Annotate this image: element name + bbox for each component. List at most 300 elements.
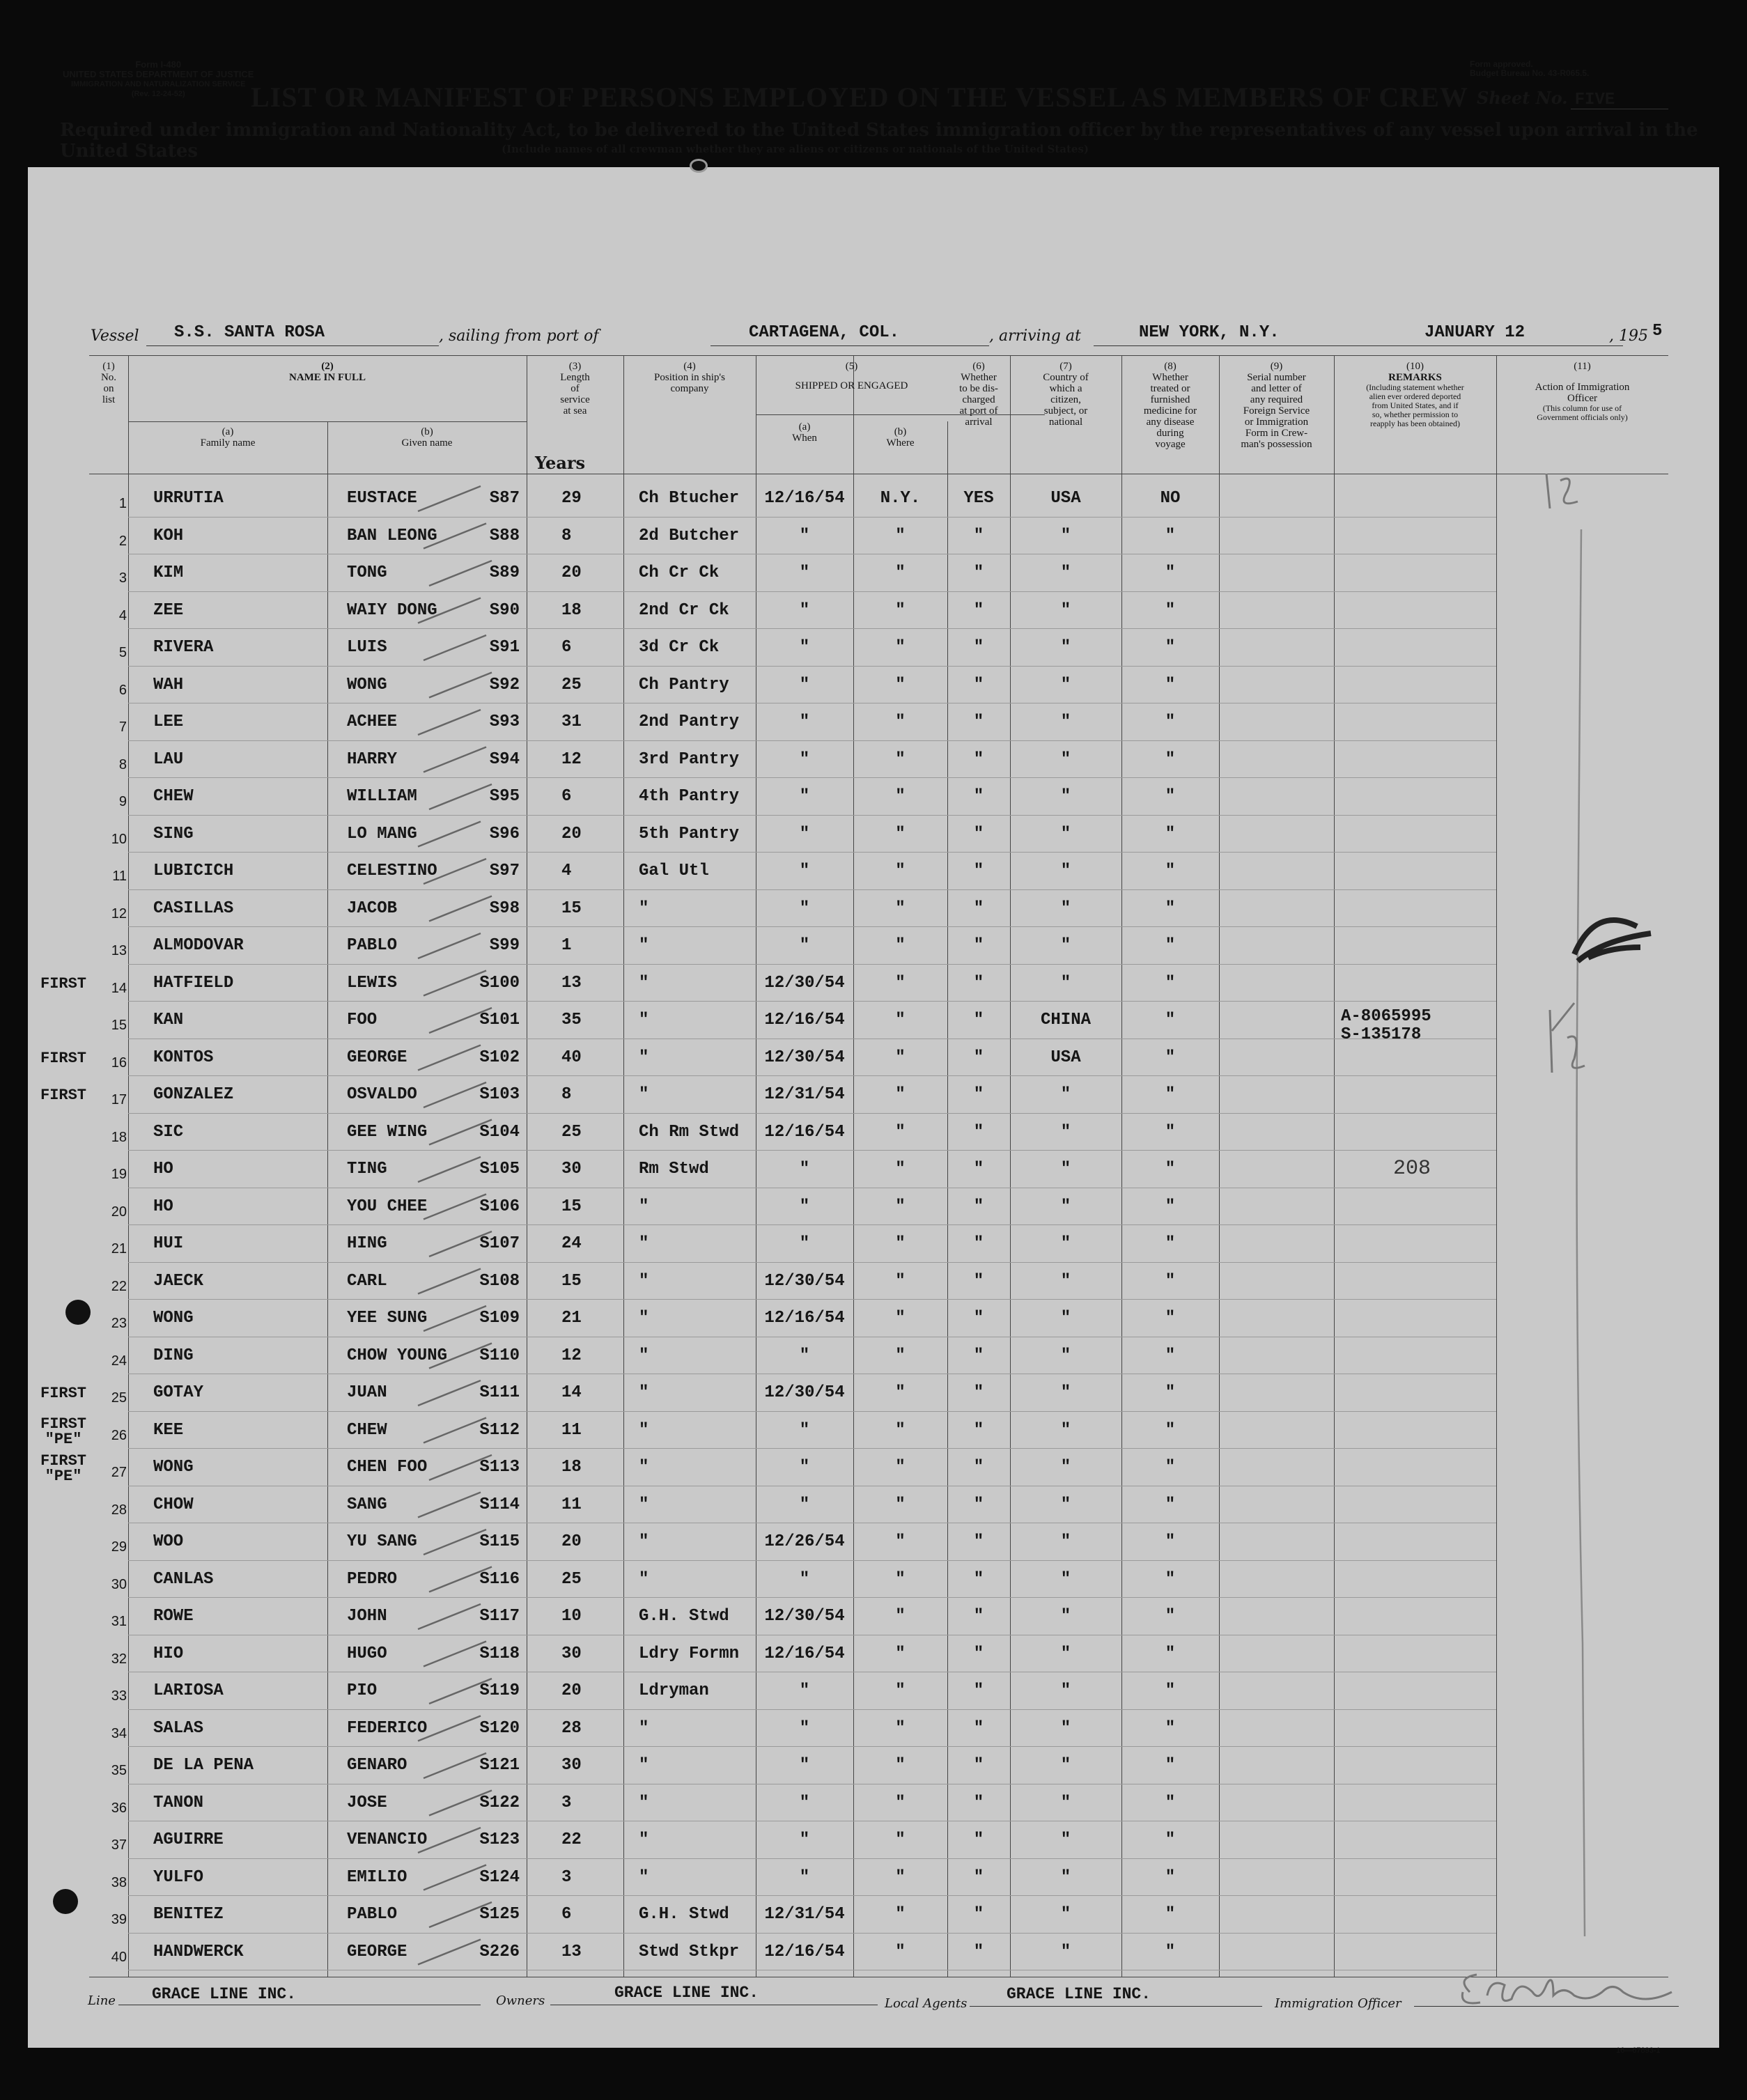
row-prefix: FIRST <box>40 974 87 993</box>
shipped-where: " <box>895 1309 906 1328</box>
years-service: 13 <box>561 1942 582 1961</box>
discharged: " <box>973 1309 984 1328</box>
position: " <box>639 1830 649 1849</box>
shipped-where: " <box>895 1495 906 1514</box>
shipped-when: 12/16/54 <box>764 489 845 508</box>
row-number: 12 <box>111 905 127 921</box>
treated: " <box>1165 1420 1176 1440</box>
years-service: 13 <box>561 973 582 993</box>
given-name: WONG <box>347 675 387 694</box>
row-prefix: FIRST <box>40 1385 87 1402</box>
discharged: " <box>973 862 984 880</box>
crew-id: S119 <box>479 1681 520 1700</box>
country: " <box>1060 787 1071 806</box>
family-name: LAU <box>153 749 184 769</box>
treated: " <box>1165 1942 1176 1961</box>
family-name: KEE <box>153 1420 184 1440</box>
given-name: YEE SUNG <box>347 1309 428 1328</box>
year-prefix: , 195 <box>1609 327 1648 345</box>
col-country-label: Country of which a citizen, subject, or national <box>1043 372 1089 428</box>
discharged: " <box>973 824 984 843</box>
col-length-label: Length of service at sea <box>560 372 590 417</box>
country: " <box>1060 1644 1071 1663</box>
position: " <box>639 1756 649 1775</box>
row-number: 37 <box>111 1837 127 1853</box>
row-number: 21 <box>111 1241 127 1257</box>
discharged: " <box>973 1048 984 1067</box>
discharged: " <box>973 1234 984 1253</box>
col-treated <box>1121 361 1219 450</box>
discharged: " <box>973 1011 984 1029</box>
crew-id: S87 <box>489 489 520 508</box>
agents-label: Local Agents <box>885 1996 968 2011</box>
crew-id: S116 <box>479 1569 520 1589</box>
crew-id: S101 <box>479 1011 520 1029</box>
shipped-when: " <box>799 749 810 769</box>
position: " <box>639 1048 649 1067</box>
discharged: " <box>973 1681 984 1700</box>
remarks: A-8065995 S-135178 <box>1341 1007 1431 1044</box>
country: USA <box>1050 489 1081 508</box>
position: " <box>639 1085 649 1104</box>
given-name: CHEW <box>347 1420 387 1440</box>
row-number: 25 <box>111 1390 127 1406</box>
crew-id: S122 <box>479 1793 520 1812</box>
crew-id: S123 <box>479 1830 520 1849</box>
treated: " <box>1165 862 1176 880</box>
col-name-label: NAME IN FULL <box>288 372 366 383</box>
treated: " <box>1165 1830 1176 1849</box>
row-number: 24 <box>111 1353 127 1369</box>
row-number: 20 <box>111 1204 127 1220</box>
position: " <box>639 1569 649 1589</box>
country: " <box>1060 1830 1071 1849</box>
years-service: 12 <box>561 749 582 769</box>
treated: " <box>1165 675 1176 694</box>
shipped-where: " <box>895 638 906 657</box>
shipped-when: " <box>799 563 810 582</box>
shipped-when: " <box>799 1458 810 1477</box>
family-name: HANDWERCK <box>153 1942 244 1961</box>
col-when <box>756 421 853 444</box>
country: " <box>1060 1309 1071 1328</box>
row-number: 13 <box>111 943 127 958</box>
row-number: 22 <box>111 1278 127 1294</box>
country: " <box>1060 1756 1071 1775</box>
crew-id: S112 <box>479 1420 520 1440</box>
family-name: TANON <box>153 1793 204 1812</box>
years-service: 8 <box>561 526 572 545</box>
shipped-where: " <box>895 1905 906 1924</box>
position: Ch Btucher <box>639 489 740 508</box>
family-name: KOH <box>153 526 184 545</box>
years-service: 12 <box>561 1346 582 1365</box>
position: " <box>639 899 649 918</box>
treated: " <box>1165 1458 1176 1477</box>
years-service: 31 <box>561 713 582 731</box>
crew-id: S121 <box>479 1756 520 1775</box>
crew-id: S117 <box>479 1607 520 1626</box>
country: " <box>1060 1793 1071 1812</box>
country: " <box>1060 1160 1071 1179</box>
treated: " <box>1165 600 1176 620</box>
discharged: " <box>973 1532 984 1551</box>
col-serial <box>1219 361 1334 450</box>
crew-id: S120 <box>479 1718 520 1738</box>
col-given <box>327 426 527 449</box>
col-family-label: Family name <box>200 437 256 449</box>
form-name: Form I-480 <box>135 59 182 70</box>
form-approved: Form approved. <box>1470 59 1533 69</box>
col-when-label: When <box>792 433 817 444</box>
years-service: 30 <box>561 1160 582 1179</box>
discharged: " <box>973 1793 984 1812</box>
given-name: LUIS <box>347 638 387 657</box>
col-length <box>527 361 623 417</box>
years-service: 30 <box>561 1756 582 1775</box>
vessel-name: S.S. SANTA ROSA <box>174 323 325 342</box>
shipped-when: 12/16/54 <box>764 1942 845 1961</box>
discharged: " <box>973 973 984 993</box>
shipped-when: " <box>799 638 810 657</box>
discharged: " <box>973 1569 984 1589</box>
treated: " <box>1165 936 1176 955</box>
subtitle: Required under immigration and Nationality Act, to be delivered to the United States immigration officer by the representatives of any vessel upon arrival in the United States <box>60 120 1698 162</box>
discharged: " <box>973 1644 984 1663</box>
given-name: CELESTINO <box>347 862 437 880</box>
years-service: 15 <box>561 899 582 918</box>
discharged: " <box>973 563 984 582</box>
row-number: 28 <box>111 1502 127 1518</box>
given-name: GEORGE <box>347 1048 407 1067</box>
position: 3d Cr Ck <box>639 638 720 657</box>
subtitle-note: (Include names of all crewman whether they are aliens or citizens or nationals of the United States) <box>502 143 1089 155</box>
family-name: URRUTIA <box>153 489 224 508</box>
shipped-where: " <box>895 1197 906 1216</box>
family-name: DING <box>153 1346 194 1365</box>
given-name: PABLO <box>347 1905 398 1924</box>
shipped-when: 12/31/54 <box>764 1085 845 1104</box>
row-number: 23 <box>111 1316 127 1331</box>
col-remarks-number: (10) <box>1406 361 1424 372</box>
treated: " <box>1165 973 1176 993</box>
row-number: 8 <box>118 756 127 772</box>
shipped-where: " <box>895 1160 906 1179</box>
col-treated-label: Whether treated or furnished medicine for any disease during voyage <box>1143 372 1197 450</box>
family-name: ROWE <box>153 1607 194 1626</box>
row-number: 19 <box>111 1167 127 1182</box>
col-position <box>623 361 756 394</box>
treated: " <box>1165 1011 1176 1029</box>
shipped-where: " <box>895 1532 906 1551</box>
shipped-when: 12/30/54 <box>764 973 845 993</box>
shipped-where: " <box>895 1644 906 1663</box>
shipped-where: " <box>895 1122 906 1142</box>
position: " <box>639 1420 649 1440</box>
position: " <box>639 1383 649 1402</box>
row-number: 10 <box>111 831 127 847</box>
country: " <box>1060 563 1071 582</box>
row-number: 36 <box>111 1800 127 1816</box>
crew-id: S125 <box>479 1905 520 1924</box>
family-name: RIVERA <box>153 638 214 657</box>
treated: " <box>1165 1495 1176 1514</box>
family-name: WAH <box>153 675 184 694</box>
position: " <box>639 1495 649 1514</box>
discharged: YES <box>963 489 994 508</box>
given-name: BAN LEONG <box>347 526 437 545</box>
row-number: 40 <box>111 1949 127 1965</box>
treated: " <box>1165 713 1176 731</box>
given-name: ACHEE <box>347 713 398 731</box>
col-family-number: (a) <box>222 426 234 437</box>
discharged: " <box>973 638 984 657</box>
discharged: " <box>973 1607 984 1626</box>
action-column-marks <box>1491 460 1672 1992</box>
given-name: JOSE <box>347 1793 387 1812</box>
crew-id: S124 <box>479 1867 520 1887</box>
position: " <box>639 1011 649 1029</box>
shipped-when: 12/16/54 <box>764 1644 845 1663</box>
years-service: 20 <box>561 563 582 582</box>
col-discharged <box>947 361 1010 428</box>
position: G.H. Stwd <box>639 1905 729 1924</box>
row-number: 34 <box>111 1725 127 1741</box>
shipped-when: " <box>799 713 810 731</box>
country: " <box>1060 1234 1071 1253</box>
row-number: 4 <box>118 607 127 623</box>
position: " <box>639 1346 649 1365</box>
position: Stwd Stkpr <box>639 1942 740 1961</box>
row-number: 2 <box>118 533 127 549</box>
crew-id: S104 <box>479 1122 520 1142</box>
position: 2nd Cr Ck <box>639 600 729 620</box>
country: " <box>1060 713 1071 731</box>
country: " <box>1060 1271 1071 1291</box>
row-number: 17 <box>111 1092 127 1107</box>
crew-id: S108 <box>479 1271 520 1291</box>
treated: " <box>1165 899 1176 918</box>
shipped-when: 12/16/54 <box>764 1011 845 1029</box>
country: CHINA <box>1040 1011 1091 1029</box>
position: 5th Pantry <box>639 824 740 843</box>
years-service: 25 <box>561 1122 582 1142</box>
form-service: IMMIGRATION AND NATURALIZATION SERVICE <box>70 80 246 88</box>
crew-id: S97 <box>489 862 520 880</box>
family-name: WONG <box>153 1458 194 1477</box>
col-action-number: (11) <box>1574 361 1591 372</box>
years-service: 11 <box>561 1420 582 1440</box>
family-name: ZEE <box>153 600 184 620</box>
crew-id: S88 <box>489 526 520 545</box>
remarks: 208 <box>1393 1157 1431 1181</box>
country: " <box>1060 1569 1071 1589</box>
crew-id: S115 <box>479 1532 520 1551</box>
position: " <box>639 1234 649 1253</box>
given-name: JUAN <box>347 1383 387 1402</box>
row-number: 6 <box>118 682 127 698</box>
family-name: CASILLAS <box>153 899 234 918</box>
form-department: UNITED STATES DEPARTMENT OF JUSTICE <box>63 69 254 79</box>
shipped-when: " <box>799 1830 810 1849</box>
years-service: 24 <box>561 1234 582 1253</box>
given-name: FOO <box>347 1011 378 1029</box>
row-number: 3 <box>118 570 127 586</box>
discharged: " <box>973 1458 984 1477</box>
shipped-when: " <box>799 1718 810 1738</box>
shipped-where: " <box>895 1569 906 1589</box>
shipped-when: " <box>799 1867 810 1887</box>
given-name: YU SANG <box>347 1532 417 1551</box>
country: " <box>1060 675 1071 694</box>
family-name: JAECK <box>153 1271 204 1291</box>
years-service: 28 <box>561 1718 582 1738</box>
shipped-when: " <box>799 824 810 843</box>
col-no-label: No. on list <box>100 372 117 405</box>
col-length-unit: Years <box>535 453 586 473</box>
given-name: CHOW YOUNG <box>347 1346 448 1365</box>
shipped-when: 12/30/54 <box>764 1271 845 1291</box>
crew-id: S106 <box>479 1197 520 1216</box>
col-action <box>1496 361 1668 422</box>
family-name: CANLAS <box>153 1569 214 1589</box>
given-name: HING <box>347 1234 387 1253</box>
row-number: 30 <box>111 1576 127 1592</box>
shipped-when: " <box>799 1160 810 1179</box>
given-name: HARRY <box>347 749 398 769</box>
arrival-date: JANUARY 12 <box>1424 323 1525 342</box>
position: Gal Utl <box>639 862 709 880</box>
crew-id: S94 <box>489 749 520 769</box>
shipped-when: " <box>799 936 810 955</box>
col-name-number: (2) <box>321 361 334 372</box>
shipped-where: " <box>895 1718 906 1738</box>
row-number: 38 <box>111 1874 127 1890</box>
shipped-where: " <box>895 1867 906 1887</box>
given-name: GEORGE <box>347 1942 407 1961</box>
row-number: 18 <box>111 1129 127 1145</box>
given-name: WAIY DONG <box>347 600 437 620</box>
treated: " <box>1165 1644 1176 1663</box>
budget-bureau: Budget Bureau No. 43-R065.5. <box>1470 68 1590 78</box>
shipped-when: 12/16/54 <box>764 1122 845 1142</box>
treated: " <box>1165 1160 1176 1179</box>
discharged: " <box>973 713 984 731</box>
row-number: 31 <box>111 1614 127 1629</box>
given-name: OSVALDO <box>347 1085 417 1104</box>
treated: " <box>1165 1271 1176 1291</box>
punch-dot <box>65 1300 91 1325</box>
shipped-when: " <box>799 526 810 545</box>
col-treated-number: (8) <box>1164 361 1177 372</box>
officer-label: Immigration Officer <box>1275 1996 1402 2011</box>
country: " <box>1060 824 1071 843</box>
years-service: 4 <box>561 862 572 880</box>
years-service: 18 <box>561 600 582 620</box>
col-where-label: Where <box>886 437 915 449</box>
family-name: GOTAY <box>153 1383 204 1402</box>
sheet-label: Sheet No. <box>1477 88 1568 108</box>
years-service: 20 <box>561 1532 582 1551</box>
position: " <box>639 1271 649 1291</box>
port-label: , sailing from port of <box>439 327 599 345</box>
family-name: BENITEZ <box>153 1905 224 1924</box>
country: USA <box>1050 1048 1081 1067</box>
position: Rm Stwd <box>639 1160 709 1179</box>
position: Ldry Formn <box>639 1644 740 1663</box>
family-name: HUI <box>153 1234 184 1253</box>
given-name: CHEN FOO <box>347 1458 428 1477</box>
shipped-where: " <box>895 1346 906 1365</box>
discharged: " <box>973 899 984 918</box>
years-service: 21 <box>561 1309 582 1328</box>
shipped-where: " <box>895 862 906 880</box>
discharged: " <box>973 1346 984 1365</box>
given-name: EUSTACE <box>347 489 417 508</box>
family-name: WONG <box>153 1309 194 1328</box>
given-name: GENARO <box>347 1756 407 1775</box>
family-name: AGUIRRE <box>153 1830 224 1849</box>
given-name: LEWIS <box>347 973 398 993</box>
col-remarks <box>1334 361 1496 428</box>
shipped-when: " <box>799 1681 810 1700</box>
crew-id: S118 <box>479 1644 520 1663</box>
years-service: 15 <box>561 1271 582 1291</box>
shipped-when: " <box>799 862 810 880</box>
country: " <box>1060 1495 1071 1514</box>
shipped-when: " <box>799 675 810 694</box>
country: " <box>1060 899 1071 918</box>
discharged: " <box>973 675 984 694</box>
shipped-where: " <box>895 1085 906 1104</box>
country: " <box>1060 936 1071 955</box>
years-service: 6 <box>561 1905 572 1924</box>
crew-id: S89 <box>489 563 520 582</box>
given-name: PABLO <box>347 936 398 955</box>
country: " <box>1060 638 1071 657</box>
country: " <box>1060 1607 1071 1626</box>
family-name: GONZALEZ <box>153 1085 234 1104</box>
position: 4th Pantry <box>639 787 740 806</box>
col-position-number: (4) <box>683 361 696 372</box>
shipped-where: " <box>895 1607 906 1626</box>
given-name: TONG <box>347 563 387 582</box>
col-discharged-label: Whether to be dis- charged at port of arrival <box>959 372 998 428</box>
discharged: " <box>973 1830 984 1849</box>
treated: " <box>1165 1793 1176 1812</box>
col-action-label: Action of Immigration Officer <box>1535 382 1630 404</box>
treated: " <box>1165 1607 1176 1626</box>
family-name: DE LA PENA <box>153 1756 254 1775</box>
punch-dot <box>53 1889 78 1914</box>
position: Ch Cr Ck <box>639 563 720 582</box>
treated: " <box>1165 1346 1176 1365</box>
row-number: 27 <box>111 1465 127 1480</box>
col-position-label: Position in ship's company <box>654 372 725 394</box>
col-serial-number: (9) <box>1270 361 1283 372</box>
position: 2d Butcher <box>639 526 740 545</box>
row-number: 32 <box>111 1651 127 1667</box>
treated: " <box>1165 1197 1176 1216</box>
shipped-when: " <box>799 1756 810 1775</box>
sheet-number <box>1477 88 1615 109</box>
years-service: 6 <box>561 787 572 806</box>
discharged: " <box>973 1197 984 1216</box>
family-name: LEE <box>153 713 184 731</box>
arriving-port: NEW YORK, N.Y. <box>1139 323 1280 342</box>
crew-id: S109 <box>479 1309 520 1328</box>
given-name: PIO <box>347 1681 378 1700</box>
